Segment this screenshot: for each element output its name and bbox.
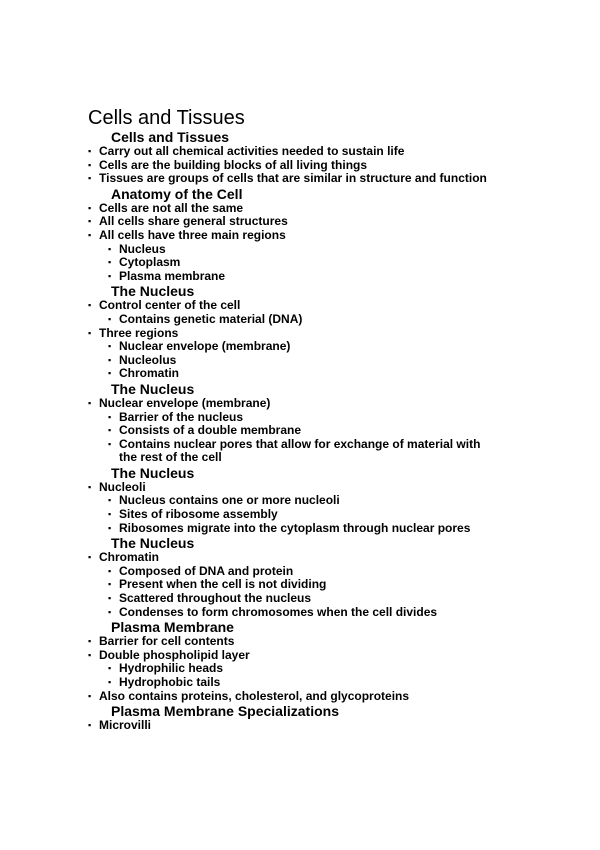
sub-bullet-item — [88, 676, 500, 690]
bullet-icon: ▪ — [88, 159, 92, 170]
sub-bullet-item — [88, 411, 500, 425]
section-heading: Plasma Membrane — [111, 619, 234, 636]
bullet-item — [88, 299, 500, 313]
bullet-text: Chromatin — [99, 550, 159, 565]
sub-bullet-item — [88, 606, 500, 620]
bullet-text: Also contains proteins, cholesterol, and glycoproteins — [99, 688, 410, 703]
sub-bullet-item — [88, 340, 500, 354]
sub-bullet-item — [88, 424, 500, 438]
sub-bullet-item — [88, 662, 500, 676]
bullet-icon: ▪ — [88, 720, 92, 731]
document-page — [88, 107, 500, 733]
bullet-icon: ▪ — [108, 368, 112, 379]
bullet-icon: ▪ — [108, 509, 112, 520]
bullet-text: Condenses to form chromosomes when the cell divides — [119, 604, 438, 619]
bullet-icon: ▪ — [108, 257, 112, 268]
bullet-text: Contains nuclear pores that allow for exchange of material with the rest of the cell — [119, 436, 481, 465]
bullet-icon: ▪ — [88, 552, 92, 563]
bullet-text: Scattered throughout the nucleus — [119, 591, 312, 606]
bullet-icon: ▪ — [108, 579, 112, 590]
bullet-text: Barrier for cell contents — [99, 634, 235, 649]
bullet-icon: ▪ — [108, 270, 112, 281]
bullet-icon: ▪ — [108, 677, 112, 687]
bullet-icon: ▪ — [88, 690, 92, 701]
bullet-icon: ▪ — [108, 411, 112, 422]
bullet-text: Barrier of the nucleus — [119, 409, 244, 424]
bullet-item — [88, 145, 500, 159]
sub-bullet-item — [88, 438, 500, 465]
section-heading: The Nucleus — [111, 535, 195, 552]
bullet-icon: ▪ — [108, 565, 112, 576]
bullet-item — [88, 202, 500, 216]
sub-bullet-item — [88, 270, 500, 284]
bullet-icon: ▪ — [88, 300, 92, 311]
bullet-text: All cells share general structures — [99, 214, 288, 229]
sub-bullet-item — [88, 313, 500, 327]
bullet-item — [88, 397, 500, 411]
bullet-icon: ▪ — [108, 522, 112, 533]
bullet-text: Composed of DNA and protein — [119, 563, 294, 578]
bullet-icon: ▪ — [88, 216, 92, 227]
bullet-item — [88, 649, 500, 663]
bullet-text: All cells have three main regions — [99, 227, 286, 242]
bullet-icon: ▪ — [88, 481, 92, 492]
bullet-icon: ▪ — [108, 425, 112, 436]
bullet-item — [88, 481, 500, 495]
bullet-icon: ▪ — [108, 438, 112, 449]
bullet-icon: ▪ — [108, 593, 112, 604]
bullet-icon: ▪ — [88, 397, 92, 408]
bullet-text: Control center of the cell — [99, 298, 241, 313]
bullet-text: Cytoplasm — [119, 255, 181, 270]
section-heading: Plasma Membrane Specializations — [111, 703, 339, 720]
bullet-icon: ▪ — [108, 243, 112, 254]
bullet-icon: ▪ — [88, 229, 92, 240]
bullet-icon: ▪ — [108, 606, 112, 617]
bullet-text: Hydrophobic tails — [119, 675, 221, 689]
bullet-text: Ribosomes migrate into the cytoplasm through nuclear pores — [119, 520, 471, 535]
sub-bullet-item — [88, 256, 500, 270]
sub-bullet-item — [88, 354, 500, 368]
bullet-text: Hydrophilic heads — [119, 661, 224, 676]
bullet-text: Nuclear envelope (membrane) — [99, 395, 271, 410]
sub-bullet-item — [88, 508, 500, 522]
bullet-text: Plasma membrane — [119, 268, 226, 283]
section-heading: The Nucleus — [111, 283, 195, 300]
bullet-icon: ▪ — [88, 202, 92, 213]
bullet-item — [88, 327, 500, 341]
bullet-text: Double phospholipid layer — [99, 647, 250, 662]
sub-bullet-item — [88, 494, 500, 508]
bullet-item — [88, 551, 500, 565]
bullet-text: Three regions — [99, 325, 179, 340]
bullet-text: Nucleus contains one or more nucleoli — [119, 493, 340, 508]
sub-bullet-item — [88, 367, 500, 381]
bullet-icon: ▪ — [108, 354, 112, 365]
bullet-text: Carry out all chemical activities needed to sustain life — [99, 144, 405, 158]
bullet-item — [88, 229, 500, 243]
sub-bullet-item — [88, 243, 500, 257]
bullet-text: Nucleolus — [119, 352, 177, 367]
bullet-text: Cells are the building blocks of all living things — [99, 157, 368, 172]
bullet-icon: ▪ — [88, 173, 92, 184]
section-heading: Cells and Tissues — [111, 129, 230, 145]
sub-bullet-item — [88, 592, 500, 606]
bullet-text: Consists of a double membrane — [119, 423, 302, 438]
bullet-icon: ▪ — [108, 663, 112, 674]
bullet-text: Nuclear envelope (membrane) — [119, 339, 291, 354]
bullet-item — [88, 635, 500, 649]
section-heading: The Nucleus — [111, 380, 195, 397]
document-title: Cells and Tissues — [88, 107, 245, 129]
bullet-item — [88, 215, 500, 229]
section-heading: The Nucleus — [111, 464, 195, 481]
bullet-icon: ▪ — [88, 636, 92, 647]
bullet-text: Contains genetic material (DNA) — [119, 311, 303, 326]
bullet-icon: ▪ — [108, 495, 112, 506]
bullet-item — [88, 159, 500, 173]
bullet-text: Nucleoli — [99, 479, 146, 494]
bullet-icon: ▪ — [88, 327, 92, 338]
bullet-text: Microvilli — [99, 718, 152, 733]
outline — [88, 130, 500, 733]
bullet-icon: ▪ — [108, 313, 112, 324]
bullet-icon: ▪ — [88, 146, 92, 156]
bullet-item — [88, 172, 500, 186]
bullet-item — [88, 690, 500, 704]
sub-bullet-item — [88, 565, 500, 579]
bullet-icon: ▪ — [108, 341, 112, 352]
bullet-text: Cells are not all the same — [99, 200, 244, 215]
bullet-item — [88, 719, 500, 733]
bullet-text: Sites of ribosome assembly — [119, 507, 278, 522]
bullet-text: Chromatin — [119, 366, 179, 381]
bullet-text: Tissues are groups of cells that are similar in structure and function — [99, 171, 487, 186]
sub-bullet-item — [88, 522, 500, 536]
sub-bullet-item — [88, 578, 500, 592]
bullet-text: Nucleus — [119, 241, 166, 256]
bullet-icon: ▪ — [88, 649, 92, 660]
section-heading: Anatomy of the Cell — [111, 185, 243, 202]
bullet-text: Present when the cell is not dividing — [119, 577, 327, 592]
